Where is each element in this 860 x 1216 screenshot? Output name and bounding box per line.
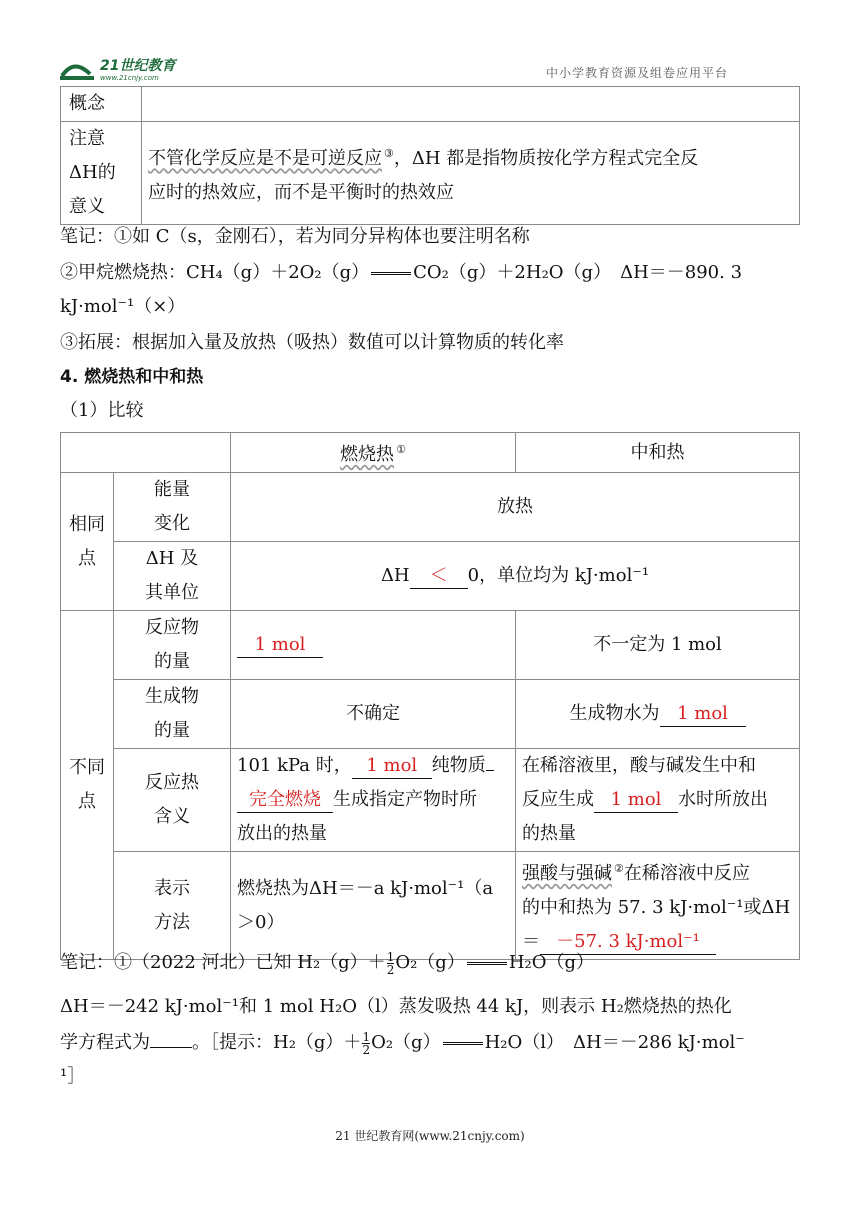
logo-icon [60,54,220,82]
meaning-comb-c: 生成指定产物时所 [333,789,477,810]
svg-text:www.21cnjy.com: www.21cnjy.com [100,74,159,82]
express-neut-answer: －57. 3 kJ·mol⁻¹ [540,930,716,955]
express-comb-b: ＞0） [237,911,285,933]
svg-text:21世纪教育: 21世纪教育 [100,58,176,74]
same-points-text: 相同点 [69,513,105,569]
corner-cell [61,433,231,473]
footnote-mark: ③ [384,146,394,160]
energy-change-text: 能量变化 [154,479,190,534]
attention-label [61,122,142,225]
section-subtitle: （1）比较 [60,400,144,421]
equals-arrow-icon [371,272,411,275]
same-points-label [61,473,114,611]
reactant-neut: 不一定为 1 mol [516,611,800,680]
express-neut [516,852,800,960]
meaning-comb-answer-2: 完全燃烧 [237,788,333,813]
attention-text-b: ，ΔH 都是指物质按化学方程式完全反 [393,147,699,169]
dh-suffix: 0，单位均为 kJ·mol⁻¹ [467,565,650,586]
note-2-a: ②甲烷燃烧热：CH₄（g）＋2O₂（g） [60,262,370,283]
meaning-comb-blank-tail [486,770,494,771]
note2-l1-b: O₂（g） [395,952,465,973]
meaning-neut-answer: 1 mol [594,788,678,813]
note-1: 笔记：①如 C（s，金刚石），若为同分异构体也要注明名称 [60,226,530,247]
answer-blank [150,1047,192,1048]
meaning-comb-d: 放出的热量 [237,823,327,844]
note2-l3-c: O₂（g） [371,1032,441,1053]
header-combustion-text: 燃烧热 [340,444,395,465]
meaning-comb-b: 纯物质 [431,755,486,776]
fraction-half [387,951,395,976]
footnote-mark: ② [614,862,624,875]
attention-label-line: 注意 [69,128,105,149]
fraction-half [362,1031,370,1056]
express-neut-a: 强酸与强碱 [522,863,612,884]
attention-content [142,122,800,225]
meaning-neut-d: 的热量 [522,823,576,844]
attention-label-line: ΔH的 [69,162,116,183]
product-neut-prefix: 生成物水为 [569,703,660,724]
note2-l1-c: H₂O（g） [508,952,595,973]
note2-line-2: ΔH＝－242 kJ·mol⁻¹和 1 mol H₂O（l）蒸发吸热 44 kJ，则表示 H₂燃烧热的热化 [60,996,732,1017]
note2-line-1 [60,948,594,978]
express-text: 表示方法 [154,877,190,933]
reactant-comb-answer: 1 mol [237,633,323,658]
note2-line-3 [60,1028,745,1058]
product-neut-answer: 1 mol [660,702,746,727]
express-comb-a: 燃烧热为ΔH＝－a kJ·mol⁻¹（a [237,877,494,899]
footnote-mark: ① [396,443,406,456]
note-2-c: kJ·mol⁻¹（×） [60,296,186,317]
frac-den: 2 [386,962,395,977]
meaning-comb-a: 101 kPa 时， [237,755,352,776]
reactant-amount-text: 反应物的量 [145,617,199,672]
express-neut-b: 在稀溶液中反应 [623,863,750,884]
reactant-comb [231,611,516,680]
note2-line-4: ¹］ [60,1066,86,1087]
express-neut-d: ＝ [522,931,540,952]
attention-label-line: 意义 [69,196,105,217]
different-points-label [61,611,114,960]
note2-l3-a: 学方程式为 [60,1032,150,1053]
product-neut [516,680,800,749]
note-2 [60,258,742,288]
attention-text-a: 不管化学反应是不是可逆反应 [148,147,382,169]
dh-prefix: ΔH [380,565,410,586]
dh-unit-text: ΔH 及其单位 [145,548,199,603]
meaning-neut-c: 水时所放出 [678,789,768,810]
header-neutral: 中和热 [516,433,800,473]
attention-text-c: 应时的热效应，而不是平衡时的热效应 [148,181,454,203]
page-header [60,52,800,87]
reactant-amount-label [114,611,231,680]
meaning-label [114,749,231,852]
dh-unit-value [231,542,800,611]
note2-l3-d: H₂O（l） ΔH＝－286 kJ·mol⁻ [484,1032,745,1053]
meaning-comb [231,749,516,852]
express-comb [231,852,516,960]
equals-arrow-icon [443,1042,483,1045]
express-neut-c: 的中和热为 57. 3 kJ·mol⁻¹或ΔH [522,897,791,918]
product-amount-text: 生成物的量 [145,686,199,741]
dh-answer: ＜ [410,564,468,589]
frac-num: 1 [386,949,395,964]
header-combustion [231,433,516,473]
note2-l1-a: 笔记：①（2022 河北）已知 H₂（g）＋ [60,952,386,973]
meaning-comb-answer-1: 1 mol [352,754,432,779]
dh-unit-label [114,542,231,611]
meaning-text: 反应热含义 [145,772,199,827]
product-comb: 不确定 [231,680,516,749]
energy-change-label [114,473,231,542]
frac-num: 1 [362,1029,371,1044]
note-2-b: CO₂（g）＋2H₂O（g） ΔH＝－890. 3 [413,262,743,283]
meaning-neut [516,749,800,852]
comparison-table [60,432,800,960]
express-label [114,852,231,960]
meaning-neut-a: 在稀溶液里，酸与碱发生中和 [522,755,756,776]
note2-l3-b: 。［提示：H₂（g）＋ [192,1032,362,1053]
equals-arrow-icon [467,962,507,965]
frac-den: 2 [362,1042,371,1057]
different-points-text: 不同点 [69,757,105,812]
platform-name: 中小学教育资源及组卷应用平台 [545,66,728,80]
product-amount-label [114,680,231,749]
meaning-neut-b: 反应生成 [522,789,594,810]
concept-cell [142,87,800,122]
concept-label: 概念 [61,87,142,122]
page-footer: 21 世纪教育网(www.21cnjy.com) [335,1129,525,1143]
note-3: ③拓展：根据加入量及放热（吸热）数值可以计算物质的转化率 [60,332,564,353]
concept-table [60,86,800,225]
energy-change-value: 放热 [231,473,800,542]
section-title: 4. 燃烧热和中和热 [60,367,204,387]
